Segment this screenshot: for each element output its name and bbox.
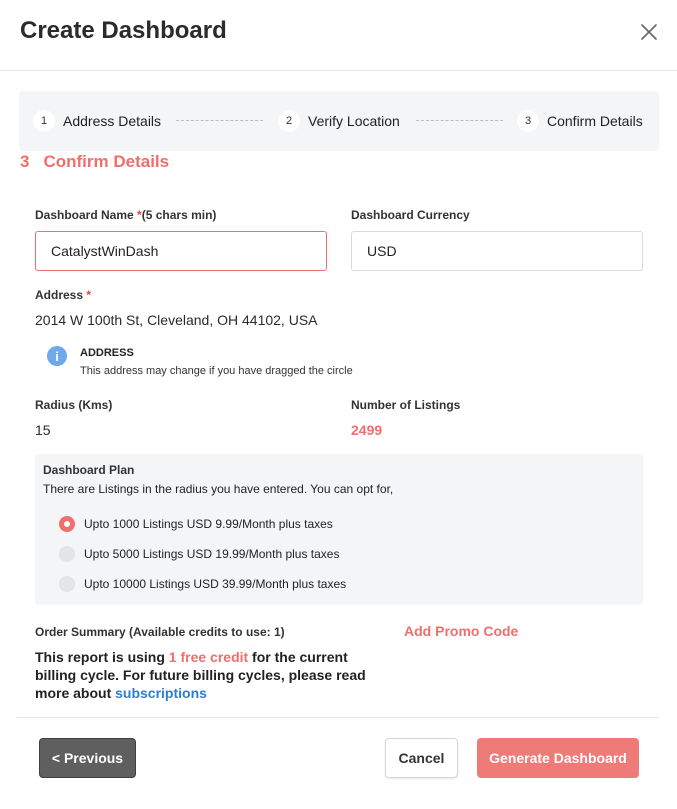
section-title-text: Confirm Details: [43, 152, 170, 171]
summary-text-middle: for the current billing cycle. For future billing cycles, please read more about: [35, 649, 366, 701]
step-connector: [176, 120, 263, 121]
plan-title: Dashboard Plan: [43, 463, 135, 477]
dashboard-name-input[interactable]: [35, 231, 327, 271]
stepper: [19, 91, 659, 151]
section-number: 3: [20, 152, 30, 171]
plan-option-label: Upto 1000 Listings USD 9.99/Month plus taxes: [84, 517, 333, 531]
order-summary-text: [35, 648, 385, 702]
info-title: ADDRESS: [80, 347, 134, 359]
address-label-text: Address: [35, 288, 84, 302]
radio-unselected[interactable]: [59, 546, 75, 562]
plan-option-5000[interactable]: [59, 545, 339, 563]
summary-text-before: This report is using: [35, 649, 169, 665]
address-info-notice: [47, 346, 353, 377]
step-number: 3: [517, 110, 539, 132]
footer-divider: [17, 717, 659, 718]
previous-button[interactable]: < Previous: [39, 738, 136, 778]
dashboard-currency-input[interactable]: [351, 231, 643, 271]
step-confirm-details: [517, 109, 643, 133]
close-icon[interactable]: [638, 21, 660, 43]
plan-option-1000[interactable]: [59, 515, 333, 533]
step-number: 1: [33, 110, 55, 132]
order-summary-label: Order Summary (Available credits to use: 1): [35, 625, 285, 639]
radio-unselected[interactable]: [59, 576, 75, 592]
address-label: [35, 288, 91, 302]
step-number: 2: [278, 110, 300, 132]
dashboard-plan-box: [35, 454, 643, 605]
step-verify-location: [278, 109, 400, 133]
section-title: [20, 152, 169, 172]
dashboard-name-label: [35, 208, 216, 222]
plan-option-label: Upto 5000 Listings USD 19.99/Month plus taxes: [84, 547, 340, 561]
dashboard-name-label-text: Dashboard Name: [35, 208, 134, 222]
dashboard-currency-label: Dashboard Currency: [351, 208, 470, 222]
listings-label: Number of Listings: [351, 398, 461, 412]
radio-selected[interactable]: [59, 516, 75, 532]
step-label: Verify Location: [308, 113, 400, 129]
info-icon: i: [47, 346, 67, 366]
free-credit-highlight: 1 free credit: [168, 649, 249, 665]
required-marker: *: [86, 288, 92, 302]
address-value: 2014 W 100th St, Cleveland, OH 44102, USA: [35, 312, 318, 328]
plan-option-label: Upto 10000 Listings USD 39.99/Month plus taxes: [84, 577, 347, 591]
radius-value: 15: [35, 422, 51, 438]
subscriptions-link[interactable]: subscriptions: [115, 685, 207, 701]
cancel-button[interactable]: Cancel: [385, 738, 458, 778]
required-marker: *: [137, 208, 142, 222]
modal-title: Create Dashboard: [20, 17, 227, 44]
dashboard-name-hint: (5 chars min): [141, 208, 217, 222]
step-label: Address Details: [63, 113, 162, 129]
add-promo-code-link[interactable]: Add Promo Code: [404, 623, 519, 639]
step-connector: [416, 120, 503, 121]
plan-option-10000[interactable]: [59, 575, 346, 593]
step-address-details: [33, 109, 161, 133]
plan-subtitle: There are Listings in the radius you have entered. You can opt for,: [43, 482, 394, 496]
info-text: This address may change if you have dragged the circle: [80, 365, 353, 377]
radius-label: Radius (Kms): [35, 398, 113, 412]
step-label: Confirm Details: [547, 113, 643, 129]
listings-value: 2499: [351, 422, 383, 438]
generate-dashboard-button[interactable]: Generate Dashboard: [477, 738, 639, 778]
modal-header: [0, 0, 677, 71]
